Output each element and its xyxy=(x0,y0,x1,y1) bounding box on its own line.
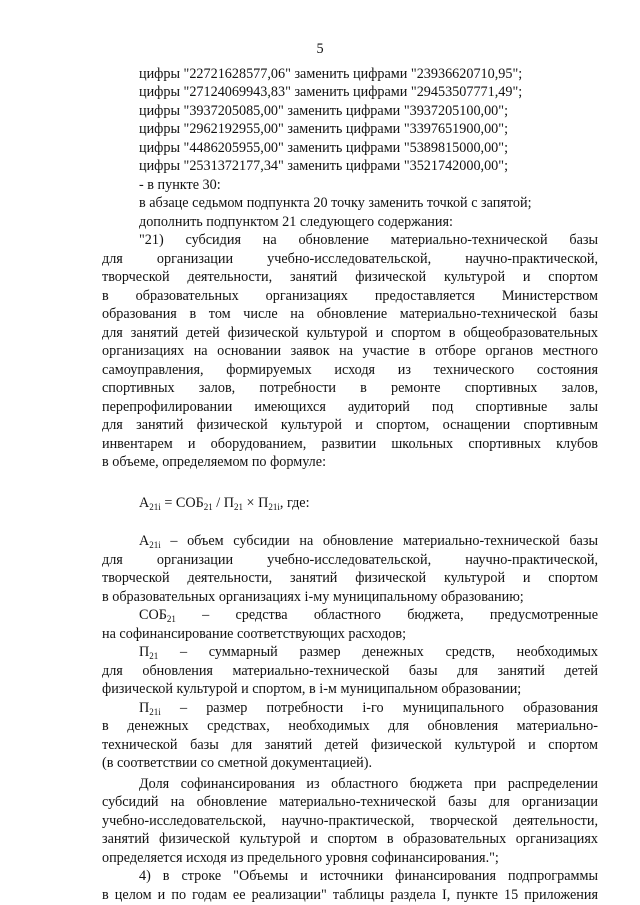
definition-subscript: 21i xyxy=(149,540,161,550)
replacement-line: цифры "4486205955,00" заменить цифрами "5389815000,00"; xyxy=(139,139,509,156)
formula-subscript: 21 xyxy=(203,501,213,512)
paragraph-row: технической базы для занятий детей физической культурой и спортом xyxy=(102,736,598,753)
paragraph-row: 4) в строке "Объемы и источники финансирования подпрограммы xyxy=(139,868,598,884)
replacement-line: цифры "27124069943,83" заменить цифрами "29453507771,49"; xyxy=(139,84,523,100)
formula-part: = СОБ xyxy=(160,494,204,511)
formula-part: , где: xyxy=(279,494,310,511)
paragraph-item-4 xyxy=(102,867,598,904)
definition-subscript: 21 xyxy=(166,614,176,624)
formula-part: / П xyxy=(212,494,234,511)
paragraph-row: Доля софинансирования из областного бюджета при распределении xyxy=(139,775,598,792)
definition-pi xyxy=(102,699,598,773)
definition-a xyxy=(102,532,598,606)
paragraph-row: в образовательных организациях предоставляется Министерством xyxy=(102,287,598,304)
paragraph-row: в объеме, определяемом по формуле: xyxy=(102,454,327,470)
definition-sob xyxy=(102,606,598,643)
paragraph-row: для занятий физической культурой и спортом, оснащении спортивным xyxy=(102,417,598,433)
definition-symbol: П xyxy=(139,644,150,660)
paragraph-row: для обновления материально-технической базы для занятий детей xyxy=(102,662,598,679)
paragraph-abzac: в абзаце седьмом подпункта 20 точку заменить точкой с запятой; xyxy=(139,195,532,211)
paragraph-row: для занятий детей физической культурой и спортом в общеобразовательных xyxy=(102,324,598,341)
paragraph-row: "21) субсидия на обновление материально-технической базы xyxy=(139,232,598,248)
definition-p xyxy=(102,643,598,699)
paragraph-row: на софинансирование соответствующих расходов; xyxy=(102,625,407,642)
paragraph-row: определяется исходя из предельного уровня софинансирования."; xyxy=(102,849,499,866)
paragraph-row: образования в том числе на обновление материально-технической базы xyxy=(102,306,598,322)
definition-symbol: СОБ xyxy=(139,607,167,623)
paragraph-dolya xyxy=(102,775,598,868)
paragraph-row: физической культурой и спортом, в i-м муниципальном образовании; xyxy=(102,681,522,697)
definition-subscript: 21i xyxy=(149,706,161,717)
definition-text: – суммарный размер денежных средств, необходимых xyxy=(158,644,598,660)
paragraph-row: творческой деятельности, занятий физической культурой и спортом xyxy=(102,570,598,586)
subsidy-paragraph xyxy=(102,231,598,472)
paragraph-row: творческой деятельности, занятий физической культурой и спортом xyxy=(102,269,598,285)
subsidy-formula xyxy=(102,494,598,513)
paragraph-row: в денежных средствах, необходимых для обновления материально- xyxy=(102,718,598,734)
paragraph-row: организациях на основании заявок на участие в отборе органов местного xyxy=(102,343,598,359)
page-number: 5 xyxy=(316,41,324,57)
definition-symbol: П xyxy=(139,699,150,716)
paragraph-row: занятий физической культурой и спортом в образовательных организациях xyxy=(102,831,598,847)
paragraph-row: (в соответствии со сметной документацией). xyxy=(102,755,373,771)
paragraph-row: перепрофилировании имеющихся аудиторий под спортивные залы xyxy=(102,398,598,415)
replacement-line: цифры "2531372177,34" заменить цифрами "3521742000,00"; xyxy=(139,158,509,174)
formula-subscript: 21 xyxy=(234,501,243,512)
paragraph-row: инвентарем и оборудованием, развитии школьных спортивных клубов xyxy=(102,435,598,452)
paragraph-row: для организации учебно-исследовательской, научно-практической, xyxy=(102,551,598,568)
replacement-line: цифры "2962192955,00" заменить цифрами "3397651900,00"; xyxy=(139,121,509,137)
definition-text: – объем субсидии на обновление материально-технической базы xyxy=(160,533,598,549)
definition-symbol: А xyxy=(139,533,150,549)
replacement-line: цифры "3937205085,00" заменить цифрами "3937205100,00"; xyxy=(139,102,509,119)
formula-subscript: 21i xyxy=(268,501,280,512)
paragraph-row: спортивных залов, потребности в ремонте спортивных залов, xyxy=(102,380,598,396)
paragraph-row: субсидий на обновление материально-технической базы для организации xyxy=(102,794,598,810)
replacement-line: цифры "22721628577,06" заменить цифрами "23936620710,95"; xyxy=(139,65,523,82)
definition-subscript: 21 xyxy=(149,651,159,661)
definition-text: – размер потребности i-го муниципального образования xyxy=(160,699,598,716)
formula-symbol: А xyxy=(139,494,150,511)
point30-item: - в пункте 30: xyxy=(139,176,221,193)
paragraph-dopolnit: дополнить подпунктом 21 следующего содержания: xyxy=(139,213,453,230)
formula-part: × П xyxy=(243,494,269,511)
paragraph-row: для организации учебно-исследовательской, научно-практической, xyxy=(102,250,598,267)
paragraph-row: в образовательных организациях i-му муниципальному образованию; xyxy=(102,588,524,605)
formula-subscript: 21i xyxy=(149,501,161,512)
paragraph-row: учебно-исследовательской, научно-практической, творческой деятельности, xyxy=(102,812,598,829)
replacement-list xyxy=(102,65,598,232)
paragraph-row: самоуправления, формируемых исходя из технического состояния xyxy=(102,361,598,378)
definition-text: – средства областного бюджета, предусмотренные xyxy=(175,607,598,623)
paragraph-row: в целом и по годам ее реализации" таблицы раздела I, пункте 15 приложения xyxy=(102,886,598,903)
